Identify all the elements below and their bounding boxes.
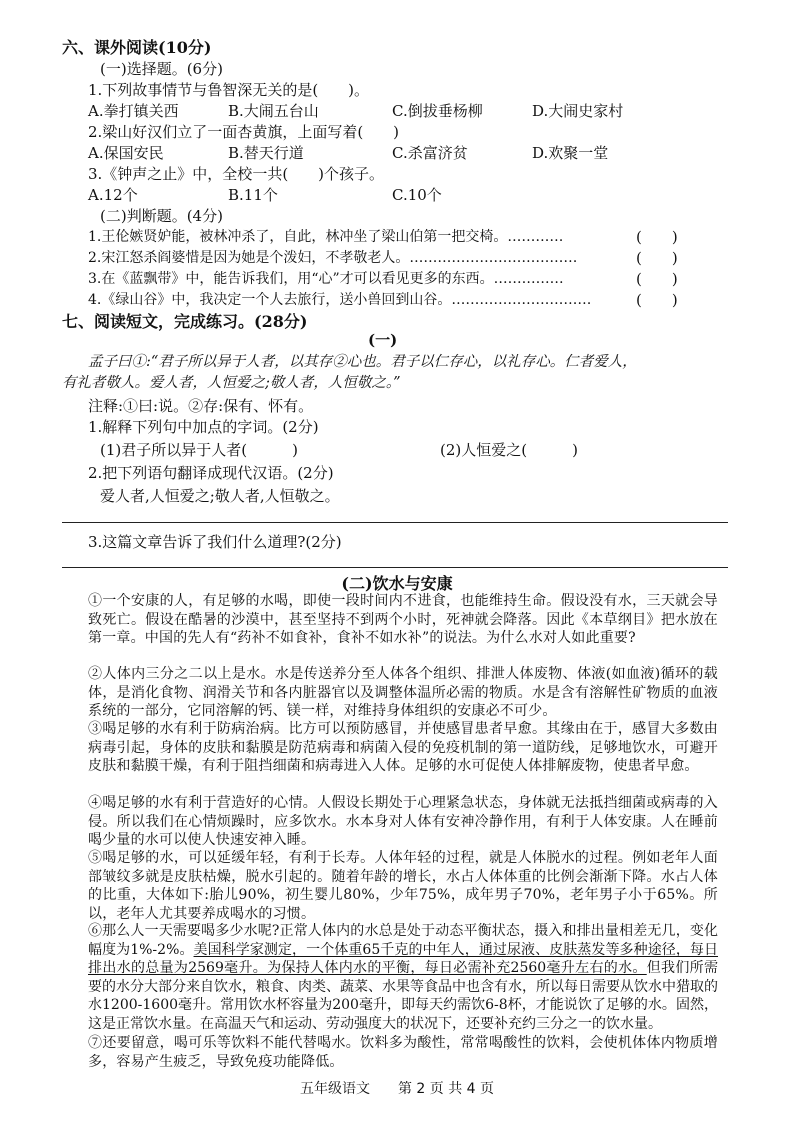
judge-paren-2: ( ) — [636, 249, 678, 267]
question-1: 1.下列故事情节与鲁智深无关的是( )。 — [88, 81, 370, 99]
passage-2-para-1: ①一个安康的人，有足够的水喝，即使一段时间内不进食，也能维持生命。假设没有水，三天就会导致死亡。假设在酷暑的沙漠中，甚至坚持不到两个小时，死神就会降落。因此《本草纲目》把水放在第一章。中国的先人有“药补不如食补，食补不如水补”的说法。为什么水对人如此重要? — [88, 593, 718, 647]
passage-1-heading: (一) — [368, 331, 398, 349]
passage-2-para-7: ⑦还要留意，喝可乐等饮料不能代替喝水。饮料多为酸性，常常喝酸性的饮料，会使机体体内物质增多，容易产生疲乏，导致免疫功能降低。 — [88, 1035, 718, 1070]
q3-option-c: C.10个 — [392, 186, 442, 204]
p1-question-3: 3.这篇文章告诉了我们什么道理?(2分) — [88, 533, 342, 551]
q2-option-a: A.保国安民 — [88, 144, 164, 162]
passage-2-para-3: ③喝足够的水有利于防病治病。比方可以预防感冒，并使感冒患者早愈。其缘由在于，感冒大多数由病毒引起，身体的皮肤和黏膜是防范病毒和病菌入侵的免疫机制的第一道防线，足够地饮水，可避开皮肤和黏膜干燥，有利于阻挡细菌和病毒进入人体。足够的水可促使人体排解废物，使患者早愈。 — [88, 721, 718, 775]
para-6-start: ⑥那么人一天需要喝多少水呢?正常人体内的水总是处于动态平衡状态，摄入和排出量相差无几，变化幅度为1%-2%。 — [88, 923, 718, 958]
judge-item-2: 2.宋江怒杀阎婆惜是因为她是个泼妇，不孝敬老人。……………………………… — [88, 250, 578, 266]
passage-2-para-4: ④喝足够的水有利于营造好的心情。人假设长期处于心理紧急状态，身体就无法抵挡细菌或病毒的入侵。所以我们在心情烦躁时，应多饮水。水本身对人体有安神冷静作用，有利于人体安康。人在睡前喝少量的水可以使人快速安神入睡。 — [88, 795, 718, 849]
judge-item-4: 4.《绿山谷》中，我决定一个人去旅行，送小兽回到山谷。………………………… — [88, 292, 592, 308]
p1-question-2-text: 爱人者,人恒爱之;敬人者,人恒敬之。 — [100, 487, 340, 505]
q1-option-b: B.大闹五台山 — [228, 102, 319, 120]
passage-1-line1: 孟子曰①:“君子所以异于人者，以其存②心也。君子以仁存心，以礼存心。仁者爱人， — [88, 354, 637, 370]
para-6-end: 但我们所需要的水分大部分来自饮水，粮食、肉类、蔬菜、水果等食品中也含有水，所以每日需要从饮水中猎取的水1200-1600毫升。常用饮水杯容量为200毫升，即每天约需饮6-8杯，才能说饮了足够的水。固然，这是正常饮水量。在高温天气和运动、劳动强度大的状况下，还要补充约三分之一的饮水量。 — [88, 960, 718, 1032]
passage-1-line2: 有礼者敬人。爱人者，人恒爱之;敬人者，人恒敬之。” — [62, 375, 401, 391]
choice-title: (一)选择题。(6分) — [100, 60, 223, 78]
p1-question-1b: (2)人恒爱之( ) — [440, 441, 578, 459]
q1-option-c: C.倒拔垂杨柳 — [392, 102, 483, 120]
question-2: 2.梁山好汉们立了一面杏黄旗，上面写着( ) — [88, 123, 400, 141]
judge-paren-3: ( ) — [636, 270, 678, 288]
question-3: 3.《钟声之止》中，全校一共( )个孩子。 — [88, 165, 385, 183]
judge-paren-1: ( ) — [636, 228, 678, 246]
p1-question-1: 1.解释下列句中加点的字词。(2分) — [88, 418, 319, 436]
judge-paren-4: ( ) — [636, 291, 678, 309]
p1-question-1a: (1)君子所以异于人者( ) — [100, 441, 298, 459]
passage-2-para-5: ⑤喝足够的水，可以延缓年轻，有利于长寿。人体年轻的过程，就是人体脱水的过程。例如老年人面部皱纹多就是皮肤枯燥，脱水引起的。随着年龄的增长，水占人体体重的比例会渐渐下降。水占人体的比重，大体如下:胎儿90%，初生婴儿80%，少年75%，成年男子70%，老年男子小于65%。所以，老年人尤其要养成喝水的习惯。 — [88, 850, 718, 922]
q2-option-b: B.替天行道 — [228, 144, 304, 162]
section6-title: 六、课外阅读(10分) — [62, 38, 212, 57]
answer-line-1[interactable] — [62, 522, 728, 523]
q1-option-a: A.拳打镇关西 — [88, 102, 179, 120]
p1-question-2: 2.把下列语句翻译成现代汉语。(2分) — [88, 464, 334, 482]
para-6-underlined: 美国科学家测定，一个体重65千克的中年人，通过尿液、皮肤蒸发等多种途径，每日排出水的总量为2569毫升。为保持人体内水的平衡，每日必需补充2560毫升左右的水。 — [88, 941, 719, 977]
answer-line-2[interactable] — [62, 567, 728, 568]
judge-title: (二)判断题。(4分) — [100, 207, 223, 225]
judge-item-1: 1.王伦嫉贤妒能，被林冲杀了，自此，林冲坐了梁山伯第一把交椅。………… — [88, 229, 564, 245]
q1-option-d: D.大闹史家村 — [532, 102, 624, 120]
passage-2-para-2: ②人体内三分之二以上是水。水是传送养分至人体各个组织、排泄人体废物、体液(如血液)循环的载体，是消化食物、润滑关节和各内脏器官以及调整体温所必需的物质。水是含有溶解性矿物质的血液系统的一部分，它同溶解的钙、镁一样，对维持身体组织的安康必不可少。 — [88, 666, 718, 720]
page-footer: 五年级语文 第 2 页 共 4 页 — [299, 1081, 495, 1097]
passage-1-note: 注释:①曰:说。②存:保有、怀有。 — [88, 397, 314, 415]
q3-option-b: B.11个 — [228, 186, 278, 204]
q3-option-a: A.12个 — [88, 186, 138, 204]
passage-2-para-6 — [88, 922, 718, 1034]
passage-2-heading: (二)饮水与安康 — [341, 574, 453, 593]
judge-item-3: 3.在《蓝飘带》中，能告诉我们，用“心”才可以看见更多的东西。…………… — [88, 271, 564, 287]
q2-option-c: C.杀富济贫 — [392, 144, 468, 162]
section7-title: 七、阅读短文，完成练习。(28分) — [62, 312, 308, 331]
q2-option-d: D.欢聚一堂 — [532, 144, 609, 162]
